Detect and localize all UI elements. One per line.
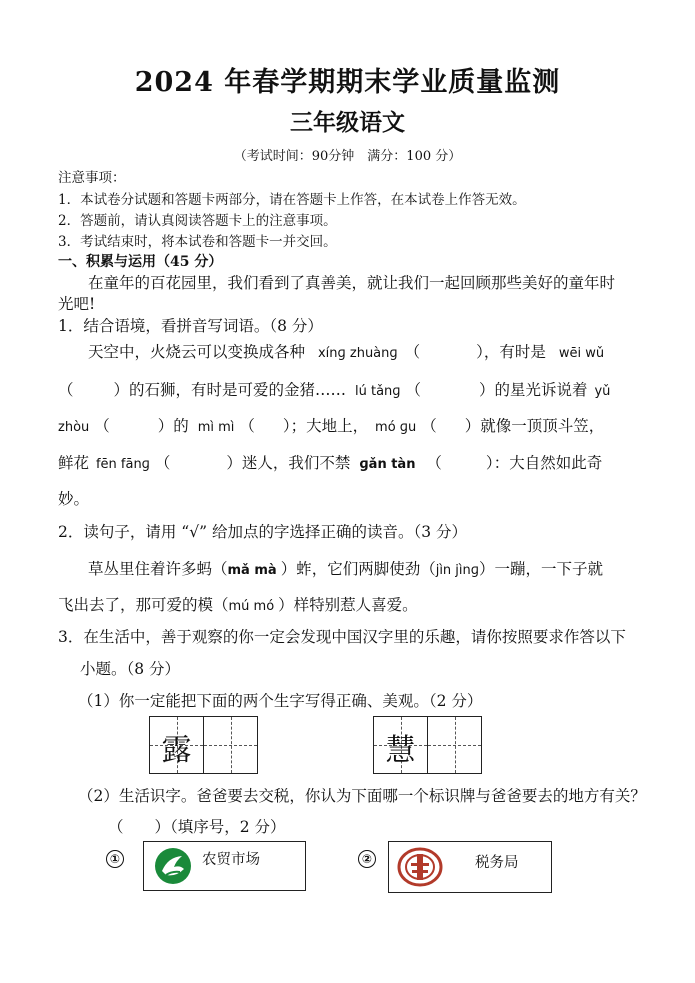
note-item-2: 2．答题前，请认真阅读答题卡上的注意事项。 [58, 213, 337, 229]
pinyin: zhòu [58, 420, 90, 435]
option-1-number: ① [106, 850, 124, 868]
section-1-intro-line1: 在童年的百花园里，我们看到了真善美，就让我们一起回顾那些美好的童年时 [88, 274, 616, 292]
text: 的 [173, 417, 189, 435]
q3-sub2-answer[interactable]: （ ）（填序号，2 分） [108, 818, 286, 836]
text: ）一蹦，一下子就 [479, 560, 604, 578]
q2-line1 [88, 557, 603, 579]
note-item-3: 3．考试结束时，将本试卷和答题卡一并交回。 [58, 234, 337, 250]
text: 飞出去了，那可爱的模（ [58, 596, 229, 614]
page-subtitle: 三年级语文 [290, 109, 405, 136]
pinyin: wēi wǔ [558, 346, 605, 361]
q1-stem: 1．结合语境，看拼音写词语。（8 分） [58, 317, 323, 335]
notes-heading: 注意事项： [58, 170, 126, 186]
grid-cell [150, 717, 204, 773]
q1-line2: （ ）的石狮，有时是可爱的金猪…… lú tǎnɡ （ ）的星光诉说着 yǔ [58, 381, 611, 399]
grid-cell[interactable] [428, 717, 481, 773]
q1-line5: 妙。 [58, 490, 90, 508]
q3-stem-line2: 小题。（8 分） [80, 660, 181, 678]
text: 的星光诉说着 [494, 381, 588, 399]
pinyin-options[interactable]: mú mó [228, 599, 275, 614]
text: 天空中，火烧云可以变换成各种 [88, 343, 306, 361]
pinyin: mì mì [197, 420, 235, 435]
tax-logo-icon [397, 846, 443, 888]
note-item-1: 1．本试卷分试题和答题卡两部分，请在答题卡上作答，在本试卷上作答无效。 [58, 192, 526, 208]
pinyin: ɡǎn tàn [359, 457, 416, 472]
q1-line3: zhòu （ ）的 mì mì （ ）；大地上， mó ɡu （ ）就像一顶顶斗笠， [58, 417, 605, 435]
exam-info: （考试时间：90分钟 满分：100 分） [233, 149, 462, 164]
pinyin-options[interactable]: jìn jìnɡ [435, 563, 480, 578]
text: ，有时是 [483, 343, 546, 361]
pinyin: yǔ [594, 384, 611, 399]
writing-grid-1[interactable] [149, 716, 258, 774]
text: ）样特别惹人喜爱。 [278, 596, 418, 614]
page-title: 2024 年春学期期末学业质量监测 [134, 67, 561, 98]
section-1-heading: 一、积累与运用（45 分） [58, 254, 223, 270]
grid-cell[interactable] [204, 717, 257, 773]
pinyin: lú tǎnɡ [354, 384, 401, 399]
q3-sub1: （1）你一定能把下面的两个生字写得正确、美观。（2 分） [78, 692, 483, 710]
q1-line4: 鲜花 fēn fānɡ （ ）迷人，我们不禁 ɡǎn tàn （ ）：大自然如此奇 [58, 454, 603, 472]
pinyin: fēn fānɡ [95, 457, 150, 472]
option-1-sign[interactable] [143, 841, 306, 891]
q2-stem: 2．读句子，请用 “√” 给加点的字选择正确的读音。（3 分） [58, 523, 467, 541]
market-logo-icon [154, 847, 192, 885]
sample-character: 露 [161, 733, 192, 768]
q2-line2 [58, 593, 418, 615]
sample-character: 慧 [385, 733, 416, 768]
pinyin: xínɡ zhuànɡ [317, 346, 398, 361]
text: 就像一顶顶斗笠， [480, 417, 605, 435]
text: 的石狮，有时是可爱的金猪…… [129, 381, 347, 399]
option-2-label: 税务局 [475, 855, 519, 871]
pinyin: mó ɡu [375, 420, 417, 435]
q1-line1: 天空中，火烧云可以变换成各种 xínɡ zhuànɡ （ ），有时是 wēi wǔ [88, 343, 605, 361]
option-2-number: ② [358, 850, 376, 868]
q3-sub2: （2）生活识字。爸爸要去交税，你认为下面哪一个标识牌与爸爸要去的地方有关？ [78, 787, 646, 805]
section-1-intro-line2: 光吧! [58, 295, 96, 313]
pinyin-options[interactable]: mǎ mà [227, 563, 277, 578]
text: 草丛里住着许多蚂（ [88, 560, 228, 578]
text: ：大自然如此奇 [493, 454, 603, 472]
q3-stem-line1: 3．在生活中，善于观察的你一定会发现中国汉字里的乐趣，请你按照要求作答以下 [58, 628, 626, 646]
text: ；大地上， [290, 417, 369, 435]
option-2-sign[interactable] [388, 841, 552, 893]
writing-grid-2[interactable] [373, 716, 482, 774]
text: ）蚱，它们两脚使劲（ [280, 560, 436, 578]
text: 鲜花 [58, 454, 90, 472]
grid-cell [374, 717, 428, 773]
option-1-label: 农贸市场 [202, 852, 260, 868]
text: 迷人，我们不禁 [241, 454, 351, 472]
